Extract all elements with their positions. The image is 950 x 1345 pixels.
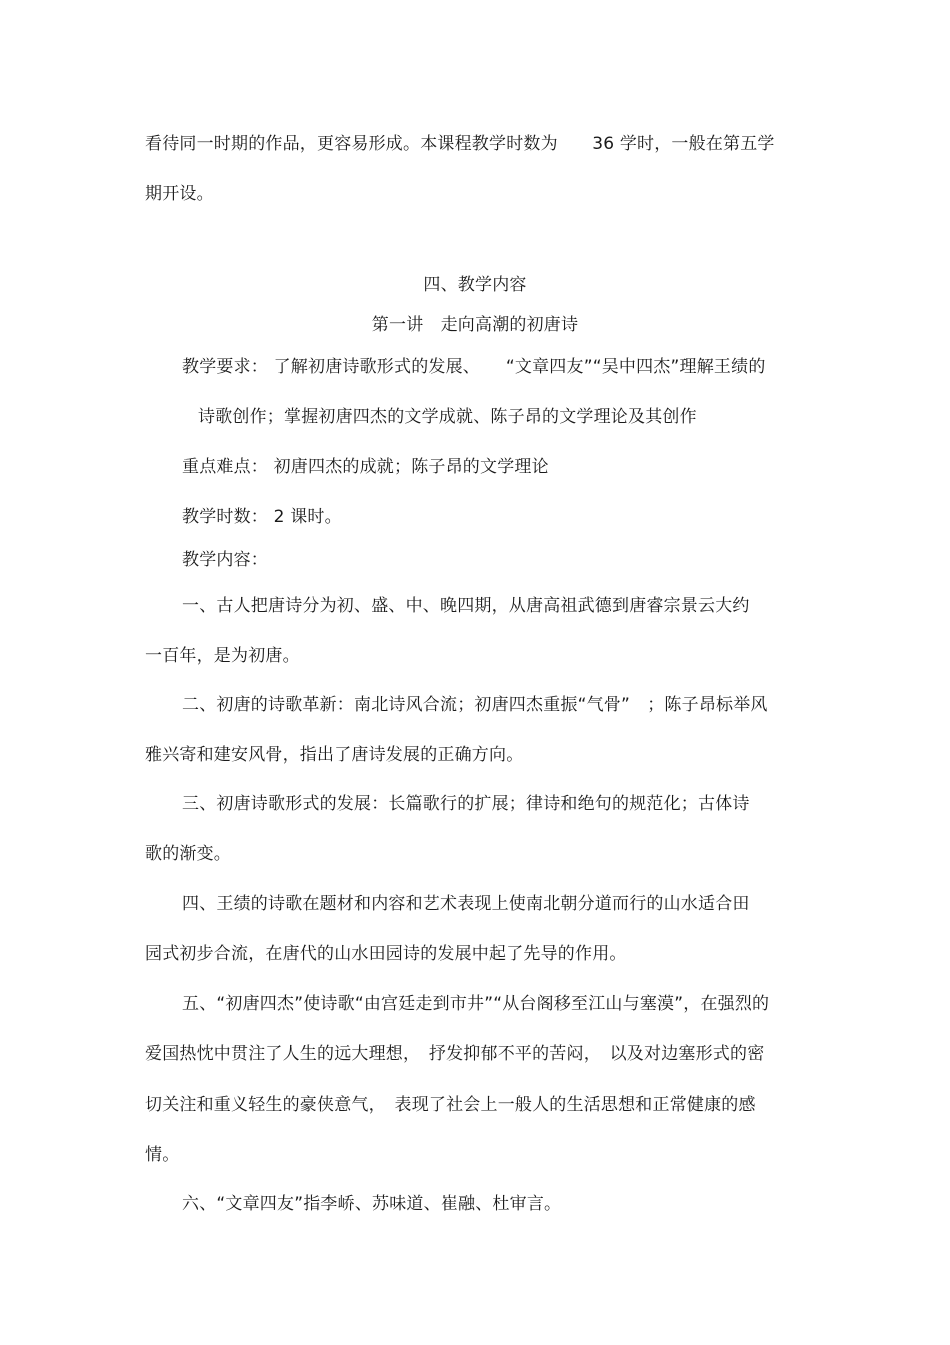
- item-3-line-2: 歌的渐变。: [145, 844, 231, 864]
- item-5-line-3: 切关注和重义轻生的豪侠意气， 表现了社会上一般人的生活思想和正常健康的感: [145, 1095, 756, 1115]
- lecture-title: 第一讲 走向高潮的初唐诗: [371, 315, 579, 335]
- requirements-line-2: 诗歌创作；掌握初唐四杰的文学成就、陈子昂的文学理论及其创作: [198, 407, 697, 427]
- item-5-line-4: 情。: [145, 1145, 180, 1165]
- item-3-line-1: 三、初唐诗歌形式的发展：长篇歌行的扩展；律诗和绝句的规范化；古体诗: [182, 794, 750, 814]
- requirements-line-1: 教学要求： 了解初唐诗歌形式的发展、 “文章四友”“吴中四杰”理解王绩的: [182, 357, 766, 377]
- item-5-line-1: 五、“初唐四杰”使诗歌“由宫廷走到市井”“从台阁移至江山与塞漠”，在强烈的: [182, 994, 770, 1014]
- section-heading: 四、教学内容: [423, 275, 527, 295]
- item-2-line-1: 二、初唐的诗歌革新：南北诗风合流；初唐四杰重振“气骨” ；陈子昂标举风: [182, 695, 768, 715]
- content-label: 教学内容：: [182, 550, 268, 570]
- intro-line-2: 期开设。: [145, 184, 214, 204]
- teaching-hours: 教学时数： 2 课时。: [182, 507, 342, 527]
- item-6-line-1: 六、“文章四友”指李峤、苏味道、崔融、杜审言。: [182, 1194, 562, 1214]
- item-2-line-2: 雅兴寄和建安风骨，指出了唐诗发展的正确方向。: [145, 745, 524, 765]
- item-4-line-2: 园式初步合流，在唐代的山水田园诗的发展中起了先导的作用。: [145, 944, 627, 964]
- item-1-line-1: 一、古人把唐诗分为初、盛、中、晚四期，从唐高祖武德到唐睿宗景云大约: [182, 596, 750, 616]
- item-5-line-2: 爱国热忱中贯注了人生的远大理想， 抒发抑郁不平的苦闷， 以及对边塞形式的密: [145, 1044, 765, 1064]
- item-4-line-1: 四、王绩的诗歌在题材和内容和艺术表现上使南北朝分道而行的山水适合田: [182, 894, 750, 914]
- intro-line-1: 看待同一时期的作品，更容易形成。本课程教学时数为 36 学时，一般在第五学: [145, 134, 775, 154]
- key-points: 重点难点： 初唐四杰的成就；陈子昂的文学理论: [182, 457, 549, 477]
- item-1-line-2: 一百年，是为初唐。: [145, 646, 300, 666]
